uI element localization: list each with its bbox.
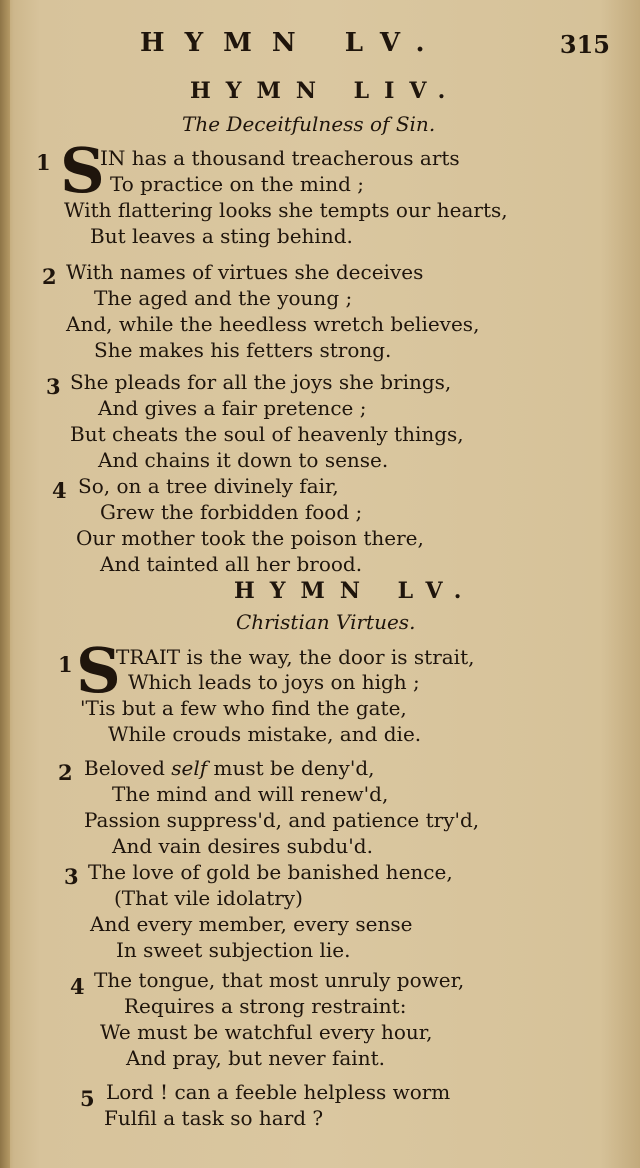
- verse-line: In sweet subjection lie.: [116, 938, 351, 962]
- verse-line: Which leads to joys on high ;: [128, 670, 420, 694]
- hymn-title: HYMN LIV.: [190, 78, 461, 104]
- verse-line: With names of virtues she deceives: [66, 260, 424, 284]
- verse-line: Requires a strong restraint:: [124, 994, 407, 1018]
- stanza-number: 2: [42, 264, 57, 289]
- hymn-subtitle: Christian Virtues.: [236, 610, 416, 634]
- stanza-number: 3: [64, 864, 79, 889]
- verse-line: But cheats the soul of heavenly things,: [70, 422, 464, 446]
- verse-line: The mind and will renew'd,: [112, 782, 389, 806]
- verse-line: She pleads for all the joys she brings,: [70, 370, 452, 394]
- verse-line: [84, 756, 375, 780]
- verse-line: Grew the forbidden food ;: [100, 500, 363, 524]
- verse-line: To practice on the mind ;: [110, 172, 365, 196]
- verse-line: 'Tis but a few who find the gate,: [80, 696, 407, 720]
- page-gutter: [0, 0, 10, 1168]
- hymn-subtitle: The Deceitfulness of Sin.: [182, 112, 436, 136]
- verse-line: And every member, every sense: [90, 912, 413, 936]
- verse-line: With flattering looks she tempts our hearts,: [64, 198, 508, 222]
- stanza-number: 5: [80, 1086, 95, 1111]
- verse-line: (That vile idolatry): [114, 886, 303, 910]
- stanza-number: 4: [70, 974, 85, 999]
- verse-line: Passion suppress'd, and patience try'd,: [84, 808, 480, 832]
- verse-line: While crouds mistake, and die.: [108, 722, 422, 746]
- hymn-title: HYMN LV.: [234, 578, 477, 604]
- verse-text: Beloved: [84, 756, 172, 780]
- verse-line: Our mother took the poison there,: [76, 526, 424, 550]
- verse-line: Lord ! can a feeble helpless worm: [106, 1080, 451, 1104]
- italic-word: self: [171, 756, 208, 780]
- stanza-number: 1: [36, 150, 51, 175]
- stanza-number: 1: [58, 652, 73, 677]
- drop-cap: S: [76, 634, 121, 707]
- verse-line: And tainted all her brood.: [100, 552, 363, 576]
- stanza-number: 3: [46, 374, 61, 399]
- verse-text: must be deny'd,: [207, 756, 375, 780]
- verse-line: And vain desires subdu'd.: [112, 834, 373, 858]
- page-number: 315: [559, 30, 610, 59]
- verse-line: We must be watchful every hour,: [100, 1020, 433, 1044]
- verse-line: The love of gold be banished hence,: [88, 860, 453, 884]
- verse-line: And chains it down to sense.: [98, 448, 389, 472]
- verse-line: So, on a tree divinely fair,: [78, 474, 339, 498]
- verse-line: TRAIT is the way, the door is strait,: [116, 645, 475, 669]
- verse-line: And, while the heedless wretch believes,: [66, 312, 480, 336]
- stanza-number: 4: [52, 478, 67, 503]
- verse-line: And gives a fair pretence ;: [98, 396, 367, 420]
- verse-line: The aged and the young ;: [94, 286, 353, 310]
- verse-line: She makes his fetters strong.: [94, 338, 392, 362]
- verse-line: The tongue, that most unruly power,: [94, 968, 465, 992]
- verse-line: Fulfil a task so hard ?: [104, 1106, 324, 1130]
- verse-line: And pray, but never faint.: [126, 1046, 385, 1070]
- verse-line: IN has a thousand treacherous arts: [100, 146, 460, 170]
- running-title: HYMN LV.: [140, 28, 445, 58]
- stanza-number: 2: [58, 760, 73, 785]
- drop-cap: S: [60, 134, 105, 207]
- verse-line: But leaves a sting behind.: [90, 224, 353, 248]
